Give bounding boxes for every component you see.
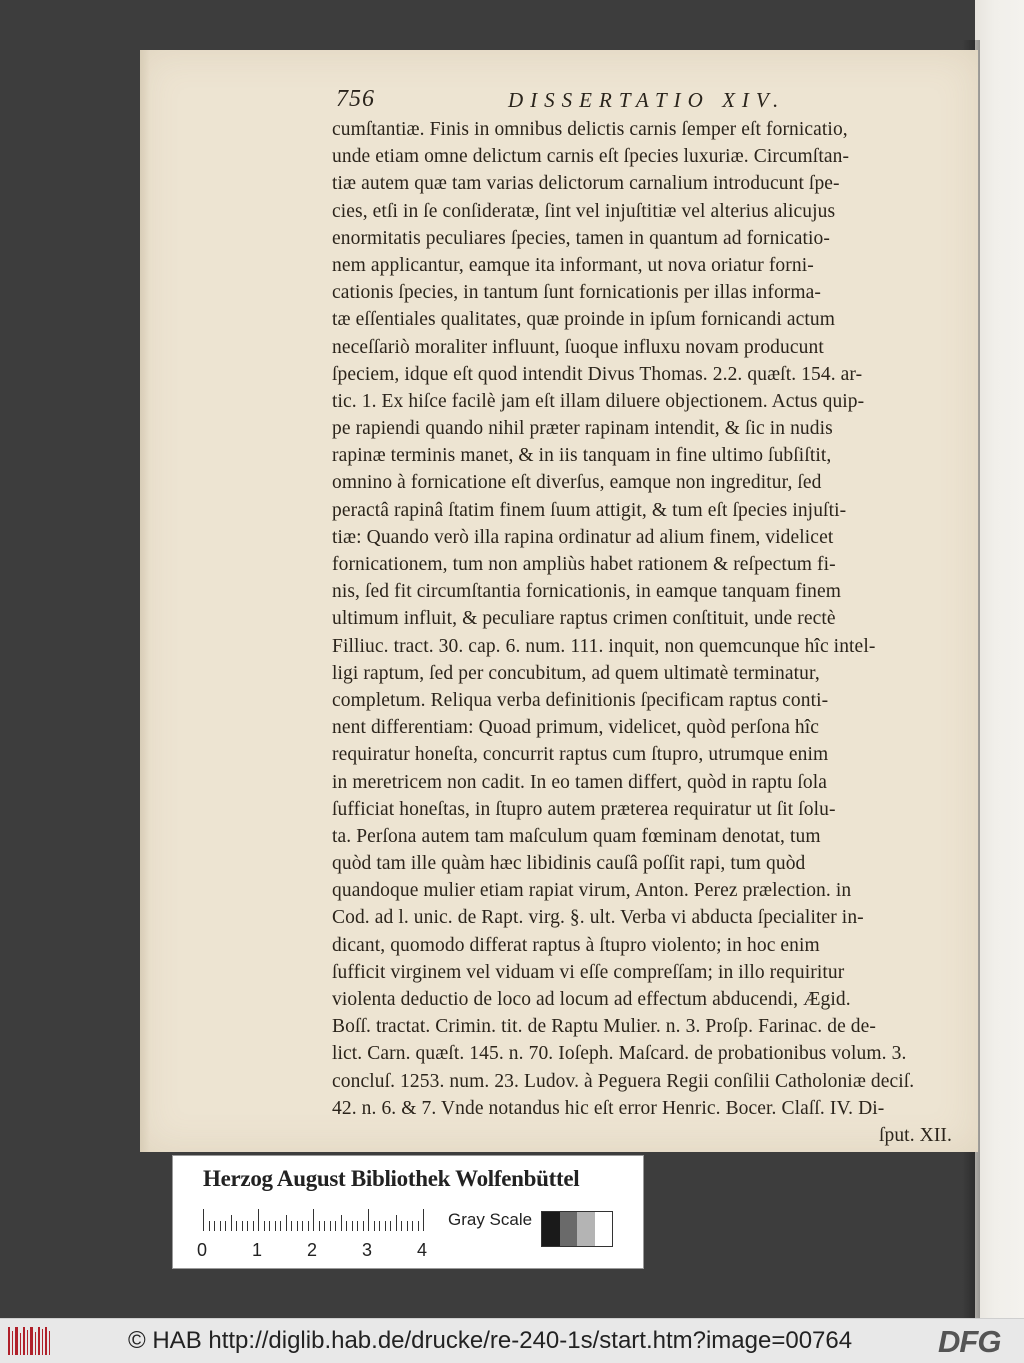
ruler-tick xyxy=(396,1215,397,1231)
text-line: completum. Reliqua verba definitionis ſpecificam raptus conti- xyxy=(332,689,829,711)
text-line: concluſ. 1253. num. 23. Ludov. à Peguera Regii conſilii Catholoniæ deciſ. xyxy=(332,1070,915,1092)
running-title: DISSERTATIO XIV. xyxy=(508,88,786,112)
ruler-tick xyxy=(357,1221,358,1231)
ruler-tick xyxy=(319,1221,320,1231)
ruler-tick xyxy=(297,1221,298,1231)
text-line: quandoque mulier etiam rapiat virum, Anton. Perez prælection. in xyxy=(332,880,852,902)
ruler-tick xyxy=(423,1209,424,1231)
gray-scale-label: Gray Scale xyxy=(448,1210,533,1229)
ruler-tick xyxy=(341,1215,342,1231)
ruler-tick xyxy=(220,1221,221,1231)
text-line: peractâ rapinâ ſtatim finem ſuum attigit, & tum eſt ſpecies injuſti- xyxy=(332,499,847,521)
text-line: requiratur honeſta, concurrit raptus cum ſtupro, utrumque enim xyxy=(332,744,829,766)
text-line: Cod. ad l. unic. de Rapt. virg. §. ult. Verba vi abducta ſpecialiter in- xyxy=(332,907,864,929)
text-line: tic. 1. Ex hiſce facilè jam eſt illam diluere objectionem. Actus quip- xyxy=(332,390,865,412)
ruler-tick xyxy=(280,1221,281,1231)
ruler-tick xyxy=(346,1221,347,1231)
text-line: ſufficit virginem vel viduam vi eſſe compreſſam; in illo requiritur xyxy=(332,961,845,983)
ruler-tick xyxy=(385,1221,386,1231)
catchword: ſput. XII. xyxy=(878,1124,952,1146)
library-name: Herzog August Bibliothek Wolfenbüttel xyxy=(203,1166,580,1191)
ruler-tick xyxy=(412,1221,413,1231)
text-line: nis, ſed fit circumſtantia fornicationis, in eamque tanquam finem xyxy=(332,581,842,603)
text-line: cumſtantiæ. Finis in omnibus delictis carnis ſemper eſt fornicatio, xyxy=(332,119,848,140)
barcode-icon xyxy=(8,1327,50,1355)
text-line: Filliuc. tract. 30. cap. 6. num. 111. inquit, non quemcunque hîc intel- xyxy=(332,635,876,657)
text-line: enormitatis peculiares ſpecies, tamen in quantum ad fornicatio- xyxy=(332,227,830,249)
body-text xyxy=(332,116,960,1149)
ruler-tick xyxy=(418,1221,419,1231)
text-line: fornicationem, tum non ampliùs habet rationem & reſpectum fi- xyxy=(332,554,836,575)
ruler-tick xyxy=(264,1221,265,1231)
ruler-tick xyxy=(203,1209,204,1231)
ruler-tick xyxy=(231,1215,232,1231)
ruler-number: 0 xyxy=(197,1240,208,1260)
gray-swatch xyxy=(595,1212,613,1246)
text-line: cies, etſi in ſe conſideratæ, ſint vel injuſtitiæ vel alterius alicujus xyxy=(332,200,836,222)
ruler-number: 3 xyxy=(362,1240,373,1260)
ruler-tick xyxy=(308,1221,309,1231)
ruler-tick xyxy=(363,1221,364,1231)
ruler-tick xyxy=(286,1215,287,1231)
ruler-tick xyxy=(313,1209,314,1231)
ruler-tick xyxy=(214,1221,215,1231)
adjacent-page-edge xyxy=(975,0,1024,1318)
gray-scale-swatches xyxy=(541,1211,613,1247)
text-line: ta. Perſona autem tam maſculum quam fœminam denotat, tum xyxy=(332,825,821,847)
text-line: tæ eſſentiales qualitates, quæ proinde in ipſum fornicandi actum xyxy=(332,309,835,331)
ruler-tick xyxy=(225,1221,226,1231)
footer-bar xyxy=(0,1318,1024,1363)
ruler-tick xyxy=(374,1221,375,1231)
text-line: ſpeciem, idque eſt quod intendit Divus Thomas. 2.2. quæſt. 154. ar- xyxy=(332,363,863,385)
ruler-numbers xyxy=(197,1240,457,1262)
copyright-link[interactable]: © HAB http://diglib.hab.de/drucke/re-240-1s/start.htm?image=00764 xyxy=(128,1327,853,1354)
ruler-tick xyxy=(242,1221,243,1231)
ruler-tick xyxy=(330,1221,331,1231)
text-line: ſufficiat honeſtas, in ſtupro autem præterea requiratur ut ſit ſolu- xyxy=(332,798,836,820)
ruler-tick xyxy=(335,1221,336,1231)
text-line: dicant, quomodo differat raptus à ſtupro violento; in hoc enim xyxy=(332,934,820,956)
ruler-tick xyxy=(368,1209,369,1231)
text-line: ultimum influit, & peculiare raptus crimen conſtituit, unde rectè xyxy=(332,608,836,630)
page-left-edge xyxy=(140,50,150,1152)
text-line: violenta deductio de loco ad locum ad effectum abducendi, Ægid. xyxy=(332,989,851,1010)
gray-swatch xyxy=(560,1212,578,1246)
ruler-tick xyxy=(302,1221,303,1231)
text-line: quòd tam ille quàm hæc libidinis cauſâ poſſit rapi, tum quòd xyxy=(332,853,806,875)
text-line: nem applicantur, eamque ita informant, ut nova oriatur forni- xyxy=(332,254,814,276)
text-line: ligi raptum, ſed per concubitum, ad quem ultimatè terminatur, xyxy=(332,662,820,684)
dfg-logo: DFG xyxy=(938,1324,1001,1359)
ruler-number: 4 xyxy=(417,1240,428,1260)
ruler-number: 2 xyxy=(307,1240,318,1260)
text-line: lict. Carn. quæſt. 145. n. 70. Ioſeph. Maſcard. de probationibus volum. 3. xyxy=(332,1043,907,1065)
text-line: nent differentiam: Quoad primum, videlicet, quòd perſona hîc xyxy=(332,717,820,739)
text-line: tiæ: Quando verò illa rapina ordinatur ad alium finem, videlicet xyxy=(332,526,834,548)
text-line: cationis ſpecies, in tantum ſunt fornicationis per illas informa- xyxy=(332,282,822,304)
ruler-number: 1 xyxy=(252,1240,263,1260)
ruler-tick xyxy=(379,1221,380,1231)
ruler-tick xyxy=(291,1221,292,1231)
ruler-tick xyxy=(269,1221,270,1231)
text-line: omnino à fornicatione eſt diverſus, eamque non ingreditur, ſed xyxy=(332,472,822,494)
page-number: 756 xyxy=(336,86,375,112)
text-line: rapinæ terminis manet, & in iis tanquam in fine ultimo ſubſiſtit, xyxy=(332,445,832,467)
ruler-tick xyxy=(352,1221,353,1231)
ruler-tick xyxy=(390,1221,391,1231)
text-line: tiæ autem quæ tam varias delictorum carnalium introducunt ſpe- xyxy=(332,173,840,195)
ruler-tick xyxy=(407,1221,408,1231)
ruler-tick xyxy=(258,1209,259,1231)
text-line: in meretricem non cadit. In eo tamen differt, quòd in raptu ſola xyxy=(332,771,828,793)
ruler-scale xyxy=(203,1209,433,1231)
gray-swatch xyxy=(542,1212,560,1246)
ruler-tick xyxy=(247,1221,248,1231)
text-line: pe rapiendi quando nihil præter rapinam intendit, & ſic in nudis xyxy=(332,418,833,440)
text-line: 42. n. 6. & 7. Vnde notandus hic eſt error Henric. Bocer. Claſſ. IV. Di- xyxy=(332,1097,885,1119)
ruler-tick xyxy=(275,1221,276,1231)
color-calibration-card xyxy=(172,1155,644,1269)
ruler-tick xyxy=(253,1221,254,1231)
ruler-tick xyxy=(324,1221,325,1231)
ruler-tick xyxy=(209,1221,210,1231)
ruler-tick xyxy=(401,1221,402,1231)
text-line: neceſſariò moraliter influunt, ſuoque influxu novam producunt xyxy=(332,336,824,358)
text-line: Boſſ. tractat. Crimin. tit. de Raptu Mulier. n. 3. Proſp. Farinac. de de- xyxy=(332,1016,876,1038)
page-header xyxy=(336,86,976,116)
text-line: unde etiam omne delictum carnis eſt ſpecies luxuriæ. Circumſtan- xyxy=(332,146,850,168)
gray-swatch xyxy=(577,1212,595,1246)
ruler-tick xyxy=(236,1221,237,1231)
